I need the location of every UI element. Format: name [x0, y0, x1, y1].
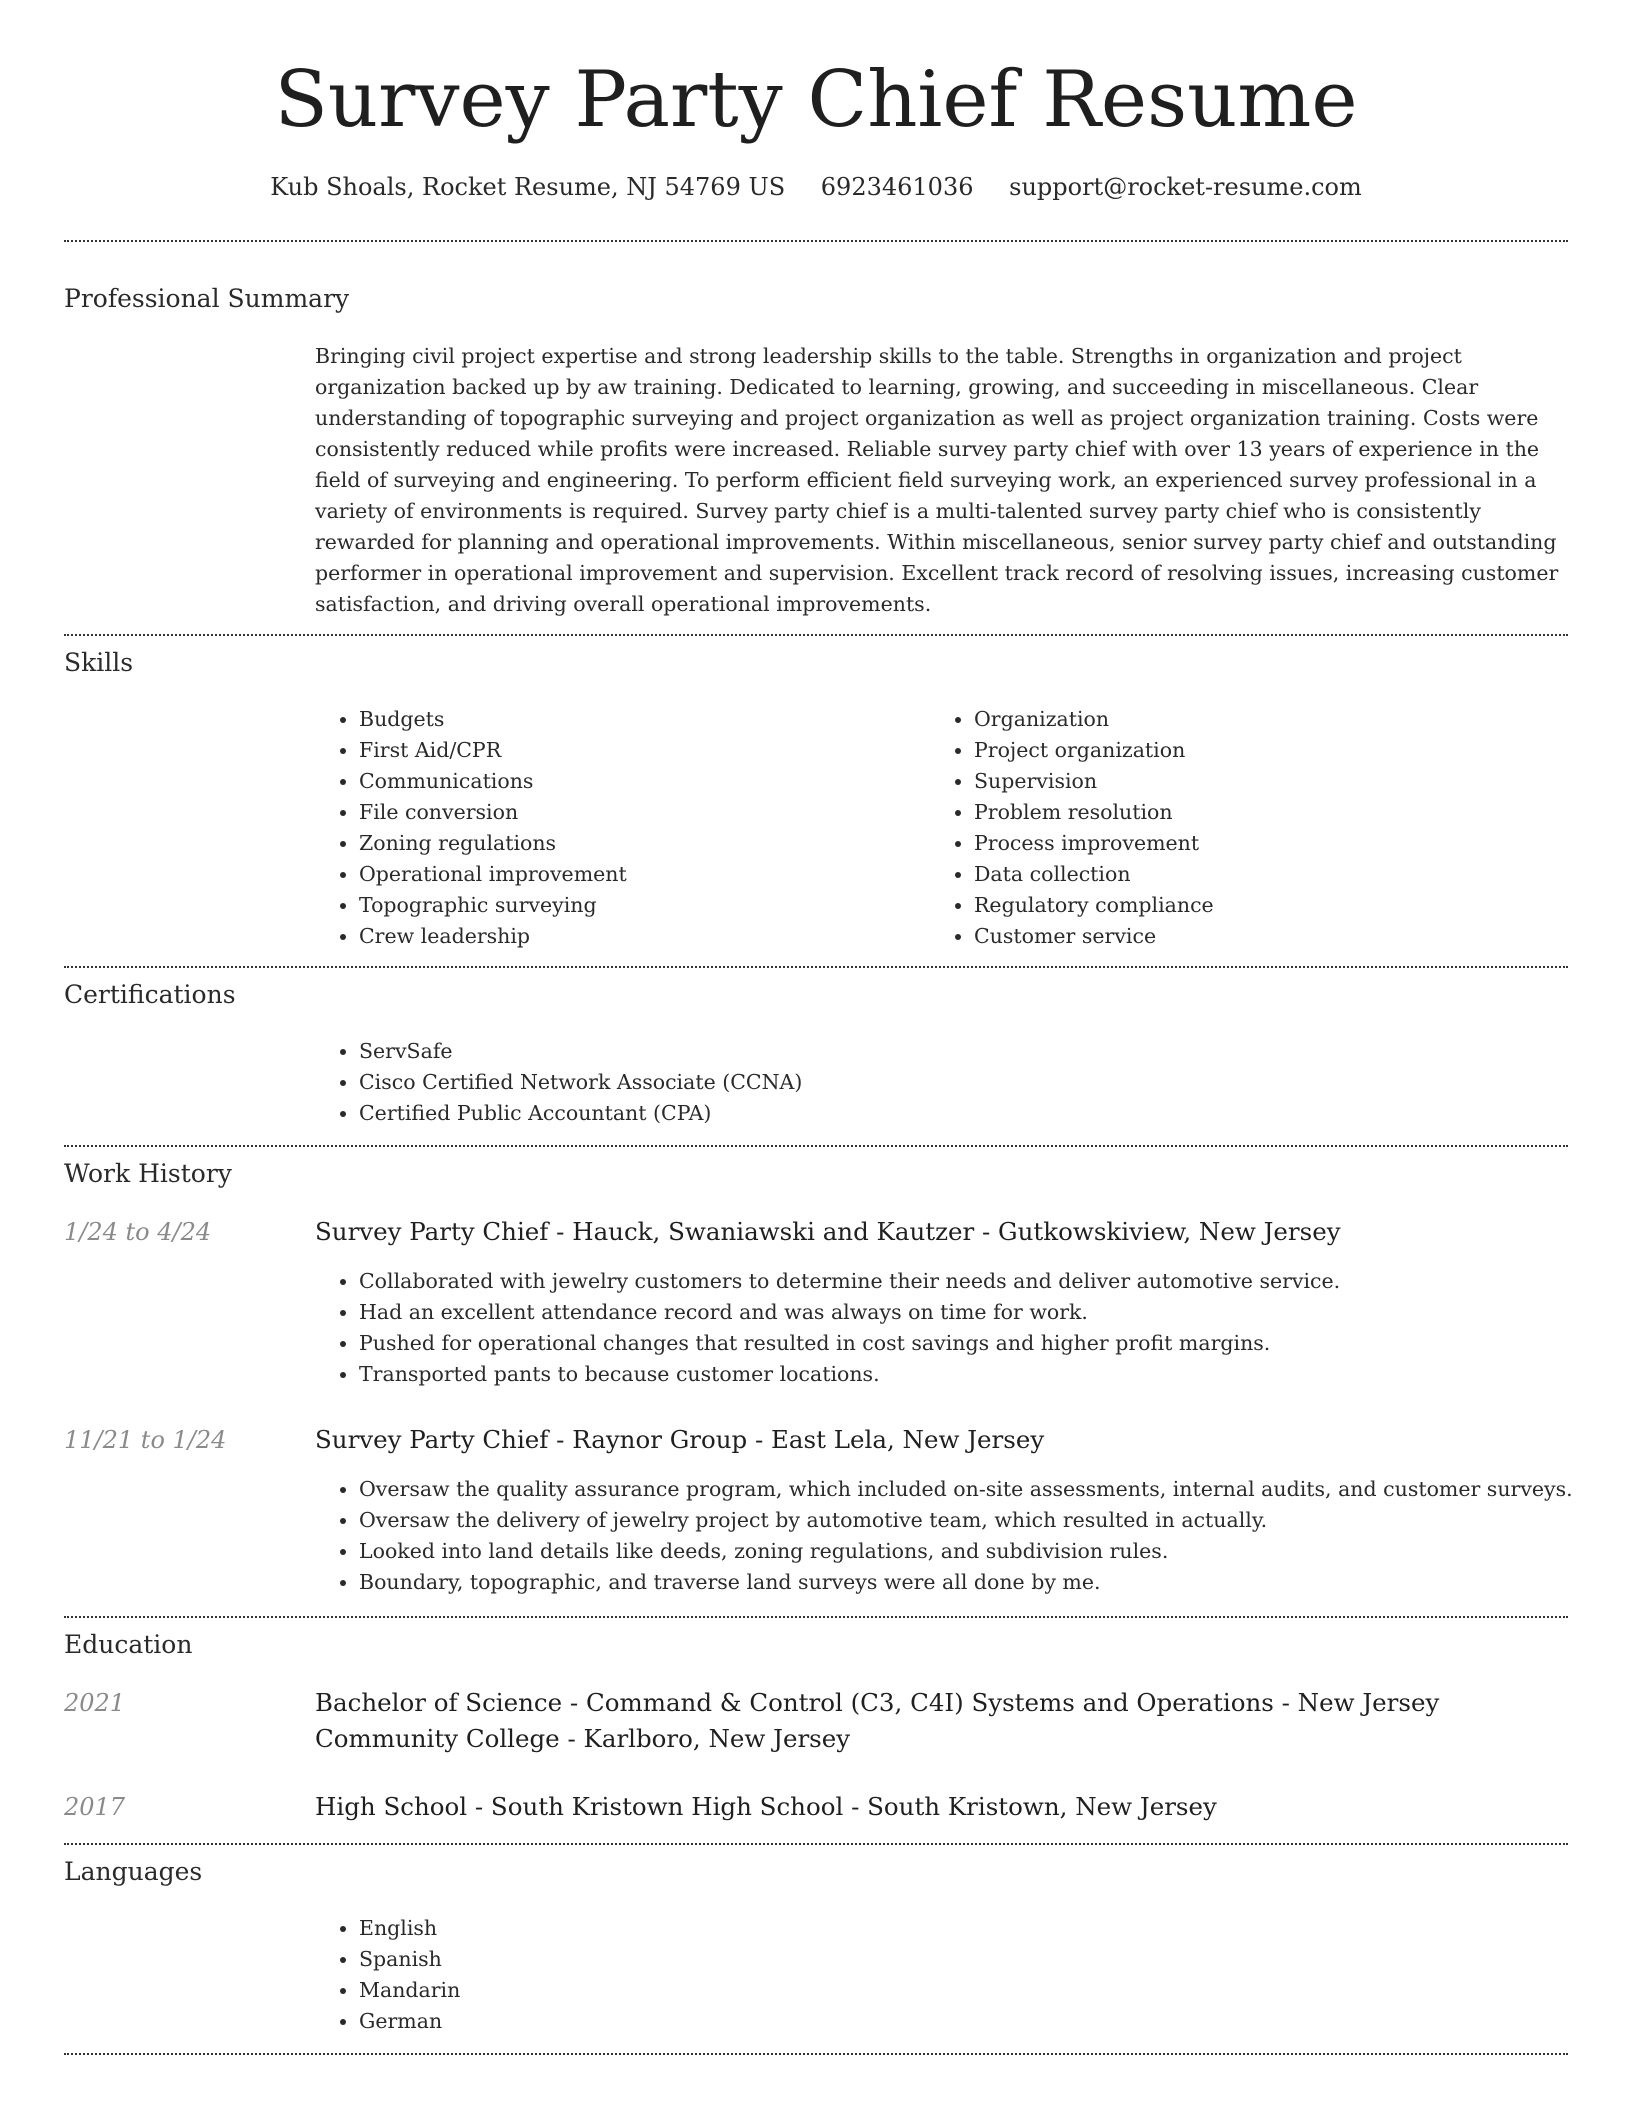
education-entry: Bachelor of Science - Command & Control (C3, C4I) Systems and Operations - New Jersey Community College - Karlboro, New Jersey: [315, 1688, 1440, 1753]
job-title: Survey Party Chief - Hauck, Swaniawski and Kautzer - Gutkowskiview, New Jersey: [315, 1217, 1341, 1246]
skill-item: • Communications: [359, 766, 919, 797]
skill-item: • Regulatory compliance: [974, 890, 1574, 921]
job-bullet: • Pushed for operational changes that resulted in cost savings and higher profit margins.: [359, 1328, 1612, 1359]
languages-list: [315, 1913, 1559, 2037]
job-dates: 11/21 to 1/24: [64, 1426, 227, 1454]
certifications-list: [315, 1036, 1559, 1129]
language-item: • German: [359, 2006, 1559, 2037]
summary-text: Bringing civil project expertise and strong leadership skills to the table. Strengths in organization and project organization backed up by aw training. Dedicated to learning, growing, and succeeding in miscellaneous. Clear understanding of topographic surveying and project organization as well as project organization training. Costs were consistently reduced while profits were increased. Reliable survey party chief with over 13 years of experience in the field of surveying and engineering. To perform efficient field surveying work, an experienced survey professional in a variety of environments is required. Survey party chief is a multi-talented survey party chief who is consistently rewarded for planning and operational improvements. Within miscellaneous, senior survey party chief and outstanding performer in operational improvement and supervision. Excellent track record of resolving issues, increasing customer satisfaction, and driving overall operational improvements.: [315, 344, 1559, 616]
section-heading-skills: Skills: [64, 648, 134, 677]
skill-item: • Budgets: [359, 704, 919, 735]
phone: 6923461036: [820, 173, 974, 201]
skill-item: • First Aid/CPR: [359, 735, 919, 766]
skill-item: • File conversion: [359, 797, 919, 828]
skill-item: • Process improvement: [974, 828, 1574, 859]
address: Kub Shoals, Rocket Resume, NJ 54769 US: [270, 173, 786, 201]
skill-item: • Organization: [974, 704, 1574, 735]
skill-item: • Data collection: [974, 859, 1574, 890]
job-bullets: [315, 1474, 1612, 1598]
divider: [64, 240, 1568, 242]
job-bullet: • Transported pants to because customer locations.: [359, 1359, 1612, 1390]
divider: [64, 1843, 1568, 1845]
skill-item: • Crew leadership: [359, 921, 919, 952]
job-title: Survey Party Chief - Raynor Group - East Lela, New Jersey: [315, 1425, 1045, 1454]
education-year: 2017: [64, 1793, 126, 1821]
education-year: 2021: [64, 1689, 126, 1717]
section-heading-work-history: Work History: [64, 1159, 232, 1188]
certification-item: • ServSafe: [359, 1036, 1559, 1067]
job-bullet: • Had an excellent attendance record and was always on time for work.: [359, 1297, 1612, 1328]
language-item: • Mandarin: [359, 1975, 1559, 2006]
job-bullet: • Boundary, topographic, and traverse land surveys were all done by me.: [359, 1567, 1612, 1598]
skill-item: • Project organization: [974, 735, 1574, 766]
job-dates: 1/24 to 4/24: [64, 1218, 212, 1246]
divider: [64, 1616, 1568, 1618]
job-bullet: • Looked into land details like deeds, zoning regulations, and subdivision rules.: [359, 1536, 1612, 1567]
divider: [64, 966, 1568, 968]
job-bullet: • Collaborated with jewelry customers to determine their needs and deliver automotive service.: [359, 1266, 1612, 1297]
job-bullet: • Oversaw the quality assurance program, which included on-site assessments, internal audits, and customer surveys.: [359, 1474, 1612, 1505]
section-heading-certifications: Certifications: [64, 980, 236, 1009]
skill-item: • Operational improvement: [359, 859, 919, 890]
divider: [64, 634, 1568, 636]
certification-item: • Certified Public Accountant (CPA): [359, 1098, 1559, 1129]
resume-title: Survey Party Chief Resume: [274, 55, 1358, 145]
skill-item: • Topographic surveying: [359, 890, 919, 921]
job-bullet: • Oversaw the delivery of jewelry project by automotive team, which resulted in actually.: [359, 1505, 1612, 1536]
section-heading-education: Education: [64, 1630, 193, 1659]
section-heading-summary: Professional Summary: [64, 284, 350, 313]
skills-list-right: [930, 704, 1574, 952]
job-bullets: [315, 1266, 1612, 1390]
email: support@rocket-resume.com: [1009, 173, 1362, 201]
skill-item: • Supervision: [974, 766, 1574, 797]
divider: [64, 2053, 1568, 2055]
skills-list-left: [315, 704, 919, 952]
contact-line: [0, 170, 1632, 204]
language-item: • English: [359, 1913, 1559, 1944]
certification-item: • Cisco Certified Network Associate (CCNA): [359, 1067, 1559, 1098]
skill-item: • Problem resolution: [974, 797, 1574, 828]
section-heading-languages: Languages: [64, 1857, 203, 1886]
skill-item: • Customer service: [974, 921, 1574, 952]
education-entry: High School - South Kristown High School - South Kristown, New Jersey: [315, 1792, 1217, 1821]
skill-item: • Zoning regulations: [359, 828, 919, 859]
divider: [64, 1145, 1568, 1147]
language-item: • Spanish: [359, 1944, 1559, 1975]
